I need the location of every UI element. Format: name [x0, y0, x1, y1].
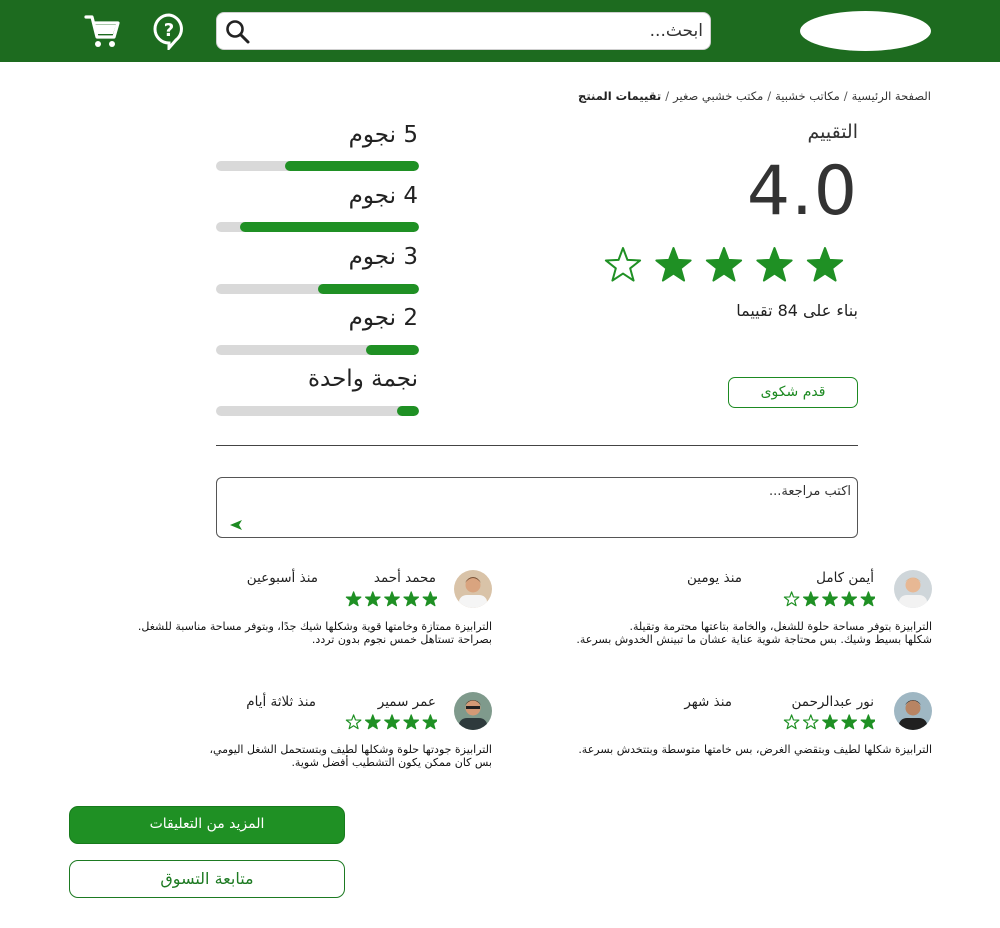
rating-value: 4.0	[746, 152, 858, 231]
distribution-fill-5	[285, 161, 419, 171]
top-header	[0, 0, 1000, 62]
review-card	[576, 568, 932, 648]
write-review-box	[216, 477, 858, 538]
star-filled-icon	[404, 592, 418, 606]
submit-complaint-button[interactable]: قدم شكوى	[728, 377, 858, 408]
review-card	[150, 692, 492, 772]
star-filled-icon	[804, 592, 818, 606]
star-empty-icon	[784, 592, 798, 606]
star-filled-icon	[842, 715, 856, 729]
review-time: منذ يومين	[687, 570, 742, 586]
write-review-input[interactable]	[253, 484, 851, 532]
star-filled-icon	[385, 715, 399, 729]
reviewer-name: محمد أحمد	[373, 570, 436, 586]
breadcrumb-separator: /	[767, 89, 772, 103]
review-text	[209, 743, 492, 769]
star-filled-icon	[385, 592, 399, 606]
breadcrumb-separator: /	[665, 89, 670, 103]
breadcrumb-home[interactable]: الصفحة الرئيسية	[851, 89, 931, 103]
breadcrumb-separator: /	[843, 89, 848, 103]
star-filled-icon	[656, 248, 690, 281]
star-filled-icon	[861, 592, 875, 606]
logo[interactable]	[800, 11, 931, 51]
review-text	[576, 620, 932, 646]
star-filled-icon	[423, 715, 437, 729]
review-stars	[782, 714, 875, 730]
review-stars	[782, 591, 875, 607]
distribution-label-2: 2 نجوم	[348, 305, 418, 331]
distribution-bar-2	[216, 345, 419, 355]
reviewer-name: أيمن كامل	[816, 570, 874, 586]
rating-title: التقييم	[807, 121, 858, 143]
distribution-label-3: 3 نجوم	[348, 244, 418, 270]
review-time: منذ أسبوعين	[246, 570, 318, 586]
breadcrumb-wooden-desks[interactable]: مكاتب خشبية	[775, 89, 840, 103]
distribution-bar-4	[216, 222, 419, 232]
avatar	[894, 692, 932, 730]
review-text-line: الترابيزة ممتازة وخامتها قوية وشكلها شيك جدًا، وبتوفر مساحة مناسبة للشغل.	[137, 620, 492, 633]
star-filled-icon	[366, 592, 380, 606]
review-text-line: بس كان ممكن يكون التشطيب أفضل شوية.	[291, 756, 492, 769]
avatar	[894, 570, 932, 608]
star-filled-icon	[366, 715, 380, 729]
star-empty-icon	[346, 715, 360, 729]
search-icon[interactable]	[225, 19, 251, 45]
review-text-line: الترابيزة بتوفر مساحة حلوة للشغل، والخامة بتاعتها محترمة وتقيلة.	[629, 620, 932, 633]
review-text-line: بصراحة تستاهل خمس نجوم بدون تردد.	[311, 633, 492, 646]
breadcrumb-small-desk[interactable]: مكتب خشبي صغير	[673, 89, 764, 103]
avatar	[454, 570, 492, 608]
star-empty-icon	[784, 715, 798, 729]
review-time: منذ شهر	[684, 694, 732, 710]
star-filled-icon	[423, 592, 437, 606]
distribution-label-5: 5 نجوم	[348, 122, 418, 148]
review-text-line: الترابيزة شكلها لطيف وبتقضي الغرض، بس خامتها متوسطة وبتتخدش بسرعة.	[578, 743, 932, 756]
distribution-fill-3	[318, 284, 420, 294]
review-time: منذ ثلاثة أيام	[246, 694, 316, 710]
search-input[interactable]	[257, 13, 703, 49]
rating-count: بناء على 84 تقييما	[736, 301, 858, 320]
help-icon[interactable]	[152, 12, 186, 50]
distribution-label-4: 4 نجوم	[348, 183, 418, 209]
star-filled-icon	[823, 715, 837, 729]
star-filled-icon	[823, 592, 837, 606]
cart-icon[interactable]	[84, 13, 120, 49]
distribution-bar-1	[216, 406, 419, 416]
review-text	[578, 743, 932, 756]
distribution-bar-5	[216, 161, 419, 171]
send-icon[interactable]	[229, 518, 243, 532]
star-filled-icon	[842, 592, 856, 606]
star-filled-icon	[861, 715, 875, 729]
svg-text:?: ?	[163, 20, 175, 41]
review-text-line: الترابيزة جودتها حلوة وشكلها لطيف وبتستحمل الشغل اليومي،	[209, 743, 492, 756]
star-empty-icon	[606, 248, 640, 281]
review-text-line: شكلها بسيط وشيك. بس محتاجة شوية عناية عشان ما تبينش الخدوش بسرعة.	[576, 633, 932, 646]
star-filled-icon	[808, 248, 842, 281]
star-filled-icon	[707, 248, 741, 281]
star-empty-icon	[804, 715, 818, 729]
distribution-bar-3	[216, 284, 419, 294]
review-stars	[344, 591, 437, 607]
breadcrumb	[578, 89, 931, 103]
distribution-fill-1	[397, 406, 419, 416]
more-comments-button[interactable]: المزيد من التعليقات	[69, 806, 345, 844]
divider	[216, 445, 858, 446]
star-filled-icon	[346, 592, 360, 606]
distribution-label-1: نجمة واحدة	[307, 366, 418, 392]
reviewer-name: عمر سمير	[377, 694, 436, 710]
avatar	[454, 692, 492, 730]
review-stars	[344, 714, 437, 730]
review-card	[580, 692, 932, 762]
distribution-fill-4	[240, 222, 419, 232]
continue-shopping-button[interactable]: متابعة التسوق	[69, 860, 345, 898]
rating-stars	[603, 245, 853, 285]
star-filled-icon	[404, 715, 418, 729]
breadcrumb-current: تقييمات المنتج	[578, 89, 662, 103]
search-bar	[216, 12, 711, 50]
review-card	[137, 568, 492, 648]
distribution-fill-2	[366, 345, 419, 355]
reviewer-name: نور عبدالرحمن	[791, 694, 874, 710]
star-filled-icon	[757, 248, 791, 281]
review-text	[138, 620, 492, 646]
